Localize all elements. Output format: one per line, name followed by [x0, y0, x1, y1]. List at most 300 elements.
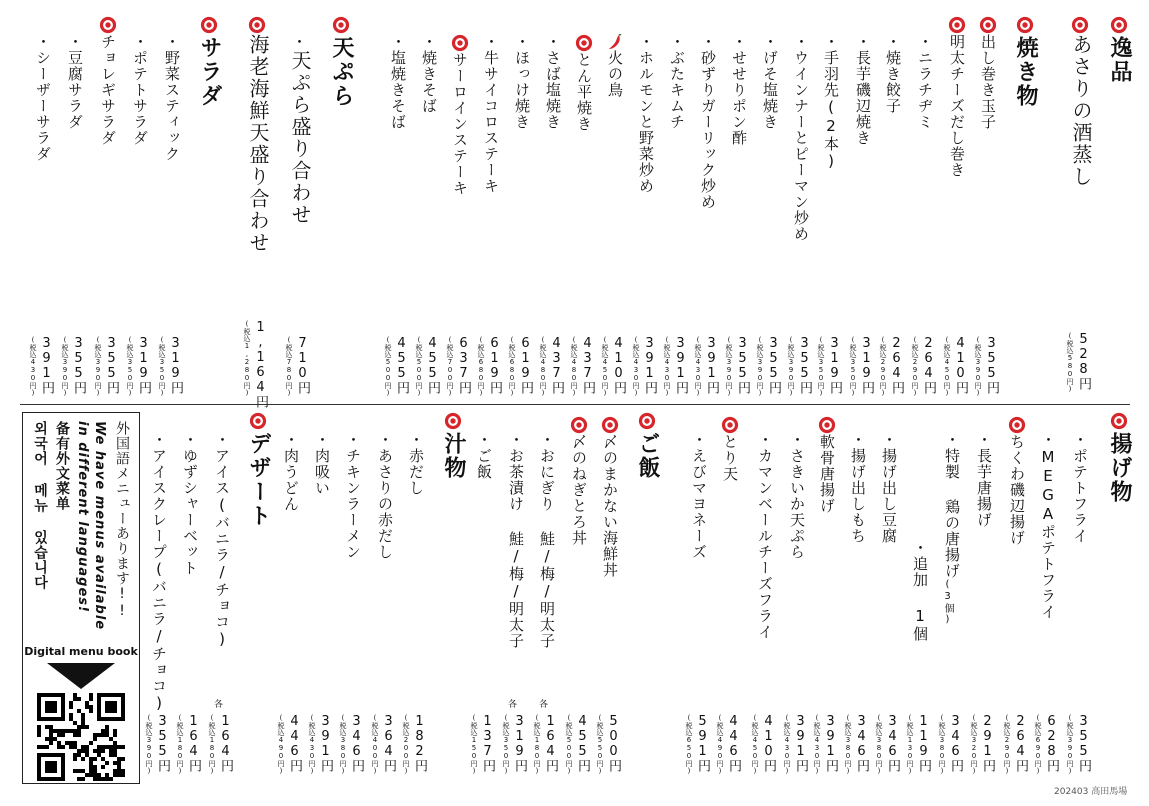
- section-header-shirumono: [438, 412, 468, 480]
- item-name: 明太チーズだし巻き: [948, 34, 966, 178]
- item-name: せせりポン酢: [730, 50, 748, 146]
- item-price-group: [402, 714, 427, 775]
- item-price: 410円: [761, 714, 776, 772]
- item-price-tax: (税込390円): [94, 336, 102, 397]
- item-price-tax: (税込450円): [751, 714, 759, 775]
- menu-item: [479, 34, 503, 194]
- item-price: 319円: [827, 336, 842, 394]
- item-price-group: [570, 336, 595, 397]
- item-price-group: [285, 336, 310, 397]
- menu-item: [287, 34, 317, 226]
- item-price: 446円: [287, 714, 302, 772]
- menu-item: [634, 34, 658, 194]
- item-price-tax: (税込390円): [756, 336, 764, 397]
- item-name: ポテトフライ: [1071, 448, 1089, 544]
- item-price: 355円: [155, 714, 170, 772]
- item-price-tax: (税込350円): [158, 336, 166, 397]
- item-price-tax: (税込400円): [371, 714, 379, 775]
- item-price-group: [145, 714, 170, 775]
- menu-item: [789, 34, 813, 242]
- item-name: シーザーサラダ: [34, 50, 52, 162]
- menu-item: [908, 540, 932, 642]
- item-price-tax: (税込500円): [565, 714, 573, 775]
- item-name: 揚げ出し豆腐: [880, 448, 898, 544]
- item-price: 182円: [412, 714, 427, 772]
- menu-item: [63, 34, 87, 130]
- section-title: 逸品: [1107, 36, 1132, 84]
- menu-item: [417, 34, 441, 114]
- section-title: 焼き物: [1013, 36, 1038, 108]
- item-price-tax: (税込450円): [943, 336, 951, 397]
- item-price: 391円: [642, 336, 657, 394]
- item-price-tax: (税込430円): [29, 336, 37, 397]
- section-title: サラダ: [197, 36, 222, 108]
- item-name: 長芋磯辺焼き: [854, 50, 872, 146]
- bullet-dot: ・: [690, 432, 708, 448]
- menu-item: [310, 432, 334, 496]
- item-price-tax: (税込180円): [533, 714, 541, 775]
- item-price-group: [126, 336, 151, 397]
- item-price: 355円: [984, 336, 999, 394]
- item-price: 437円: [580, 336, 595, 394]
- menu-item: [1036, 432, 1060, 620]
- item-name: 肉うどん: [282, 448, 300, 512]
- item-name: ほっけ焼き: [513, 50, 531, 130]
- item-price-group: [751, 714, 776, 775]
- item-price-tax: (税込350円): [817, 336, 825, 397]
- item-price: 446円: [726, 714, 741, 772]
- item-price-group: [1066, 332, 1091, 393]
- item-price: 1,164円: [253, 320, 268, 408]
- item-price-group: [911, 336, 936, 397]
- bullet-dot: ・: [943, 432, 961, 448]
- menu-item: [1068, 16, 1098, 188]
- item-price-group: [470, 714, 495, 775]
- item-price-group: [813, 714, 838, 775]
- section-header-agemono: [1104, 412, 1134, 504]
- item-name: さきいか天ぷら: [788, 448, 806, 560]
- item-note: (3個): [942, 579, 953, 626]
- item-price-group: [849, 336, 874, 397]
- item-price: 355円: [735, 336, 750, 394]
- menu-item: [846, 432, 870, 544]
- item-price-group: [61, 336, 86, 397]
- bullet-dot: ・: [756, 432, 774, 448]
- item-price: 164円: [186, 714, 201, 772]
- flower-icon: [1110, 412, 1128, 430]
- item-price: 591円: [695, 714, 710, 772]
- item-name: MEGAポテトフライ: [1039, 448, 1057, 620]
- item-price: 455円: [575, 714, 590, 772]
- item-price: 391円: [793, 714, 808, 772]
- item-price: 391円: [823, 714, 838, 772]
- flower-icon: [948, 16, 966, 34]
- item-price: 455円: [425, 336, 440, 394]
- item-price-tax: (税込380円): [844, 714, 852, 775]
- menu-item: [753, 432, 777, 640]
- item-price: 264円: [921, 336, 936, 394]
- item-price-group: [596, 714, 621, 775]
- item-price-group: [533, 714, 558, 775]
- item-price-group: [601, 336, 626, 397]
- menu-item: [567, 416, 591, 546]
- item-price: 137円: [480, 714, 495, 772]
- bullet-dot: ・: [507, 432, 525, 448]
- section-header-salad: [194, 16, 224, 108]
- item-name: ちくわ磯辺揚げ: [1008, 434, 1026, 546]
- item-price-tax: (税込430円): [783, 714, 791, 775]
- item-name: 野菜スティック: [163, 50, 181, 162]
- item-name: アイスクレープ(バニラ/チョコ): [150, 448, 168, 713]
- menu-item: [785, 432, 809, 560]
- item-price: 628円: [1044, 714, 1059, 772]
- item-price: 410円: [953, 336, 968, 394]
- flower-icon: [451, 34, 469, 52]
- foreign-menu-zh: 备有外文菜单: [54, 421, 70, 511]
- menu-item: [504, 432, 528, 649]
- each-label: 各: [214, 700, 224, 710]
- bullet-dot: ・: [34, 34, 52, 50]
- item-price-group: [415, 336, 440, 397]
- item-price-group: [685, 714, 710, 775]
- item-name: 手羽先(2本): [822, 50, 840, 171]
- qr-code[interactable]: [37, 693, 125, 781]
- item-price-tax: (税込680円): [477, 336, 485, 397]
- item-price-tax: (税込350円): [126, 336, 134, 397]
- item-price-group: [756, 336, 781, 397]
- item-price-group: [384, 336, 409, 397]
- bullet-dot: ・: [880, 432, 898, 448]
- menu-item: [696, 34, 720, 210]
- bullet-dot: ・: [475, 432, 493, 448]
- item-price: 319円: [136, 336, 151, 394]
- item-price: 164円: [543, 714, 558, 772]
- item-price-tax: (税込690円): [1034, 714, 1042, 775]
- item-price-tax: (税込390円): [787, 336, 795, 397]
- item-price: 500円: [606, 714, 621, 772]
- menu-item: [210, 432, 234, 649]
- item-name: 豆腐サラダ: [66, 50, 84, 130]
- menu-item: [404, 432, 428, 496]
- item-name: 焼きそば: [420, 50, 438, 114]
- bullet-dot: ・: [849, 432, 867, 448]
- bullet-dot: ・: [376, 432, 394, 448]
- menu-item: [472, 432, 496, 480]
- item-price-tax: (税込450円): [601, 336, 609, 397]
- item-price: 355円: [104, 336, 119, 394]
- item-price-tax: (税込430円): [308, 714, 316, 775]
- item-name: 〆のまかない海鮮丼: [601, 434, 619, 578]
- item-price: 455円: [394, 336, 409, 394]
- bullet-dot: ・: [975, 432, 993, 448]
- bullet-dot: ・: [761, 34, 779, 50]
- item-price: 637円: [456, 336, 471, 394]
- menu-item: [128, 34, 152, 146]
- item-price: 346円: [349, 714, 364, 772]
- each-label: 各: [539, 700, 549, 710]
- bullet-dot: ・: [420, 34, 438, 50]
- menu-item: [945, 16, 969, 178]
- menu-item: [718, 416, 742, 482]
- item-price: 346円: [854, 714, 869, 772]
- item-price-tax: (税込290円): [911, 336, 919, 397]
- item-price-group: [1003, 714, 1028, 775]
- menu-item: [881, 34, 905, 114]
- item-price-group: [817, 336, 842, 397]
- item-price-group: [539, 336, 564, 397]
- item-price-tax: (税込580円): [1066, 332, 1074, 393]
- flower-icon: [248, 16, 266, 34]
- item-price-tax: (税込390円): [61, 336, 69, 397]
- item-name: 天ぷら盛り合わせ: [288, 50, 312, 226]
- menu-item: [940, 432, 964, 626]
- item-price-tax: (税込680円): [508, 336, 516, 397]
- item-price: 355円: [71, 336, 86, 394]
- bullet-dot: ・: [282, 432, 300, 448]
- item-name: げそ塩焼き: [761, 50, 779, 130]
- item-price-tax: (税込430円): [663, 336, 671, 397]
- bullet-dot: ・: [389, 34, 407, 50]
- item-name: おにぎり 鮭/梅/明太子: [538, 448, 556, 649]
- foreign-language-box: [22, 412, 140, 784]
- item-price-group: [1034, 714, 1059, 775]
- item-price-tax: (税込490円): [716, 714, 724, 775]
- menu-item: [541, 34, 565, 130]
- footer-note: 202403 高田馬場: [1054, 787, 1128, 797]
- bullet-dot: ・: [213, 432, 231, 448]
- item-name: 特製 鶏の唐揚げ: [943, 448, 961, 579]
- flower-icon: [249, 412, 267, 430]
- section-header-dessert: [243, 412, 273, 528]
- foreign-menu-en-1: We have menus available: [92, 421, 107, 631]
- flower-icon: [1016, 16, 1034, 34]
- item-name: お茶漬け 鮭/梅/明太子: [507, 448, 525, 649]
- menu-item: [819, 34, 843, 171]
- section-divider: [20, 404, 1130, 405]
- menu-item: [147, 432, 171, 713]
- item-price: 619円: [518, 336, 533, 394]
- item-price-group: [879, 336, 904, 397]
- item-price-group: [208, 714, 233, 775]
- item-price: 528円: [1076, 332, 1091, 390]
- item-price-group: [783, 714, 808, 775]
- bullet-dot: ・: [637, 34, 655, 50]
- item-price-group: [277, 714, 302, 775]
- bullet-dot: ・: [1071, 432, 1089, 448]
- flower-icon: [99, 16, 117, 34]
- menu-item: [245, 16, 275, 254]
- menu-item: [877, 432, 901, 544]
- item-price-group: [970, 714, 995, 775]
- item-price-tax: (税込350円): [502, 714, 510, 775]
- flower-icon: [200, 16, 218, 34]
- bullet-dot: ・: [911, 540, 929, 556]
- item-price-tax: (税込390円): [1066, 714, 1074, 775]
- section-header-tempura: [326, 16, 356, 108]
- foreign-menu-en-2: in different languages!: [75, 421, 90, 613]
- item-price-group: [94, 336, 119, 397]
- item-price-tax: (税込350円): [849, 336, 857, 397]
- section-title: デザート: [246, 432, 271, 528]
- item-name: ご飯: [475, 448, 493, 480]
- item-price-group: [565, 714, 590, 775]
- section-title: 汁物: [441, 432, 466, 480]
- item-price-group: [502, 714, 527, 775]
- menu-item: [96, 16, 120, 146]
- item-price-group: [477, 336, 502, 397]
- item-price-tax: (税込180円): [176, 714, 184, 775]
- item-price: 319円: [168, 336, 183, 394]
- item-name: とり天: [721, 434, 739, 482]
- foreign-menu-jp: 外国語メニューあります!!: [114, 421, 130, 620]
- item-name: あさりの赤だし: [376, 448, 394, 560]
- section-title: 天ぷら: [329, 36, 354, 108]
- bullet-dot: ・: [730, 34, 748, 50]
- item-price: 319円: [512, 714, 527, 772]
- item-price-group: [725, 336, 750, 397]
- section-title: ご飯: [635, 432, 660, 480]
- menu-item: [448, 34, 472, 196]
- item-price: 391円: [673, 336, 688, 394]
- item-price-tax: (税込430円): [813, 714, 821, 775]
- item-price-tax: (税込430円): [632, 336, 640, 397]
- flower-icon: [979, 16, 997, 34]
- item-price-tax: (税込380円): [339, 714, 347, 775]
- bullet-dot: ・: [66, 34, 84, 50]
- item-price-tax: (税込480円): [570, 336, 578, 397]
- item-price-tax: (税込180円): [208, 714, 216, 775]
- section-header-ippin: [1104, 16, 1134, 84]
- item-name: ポテトサラダ: [131, 50, 149, 146]
- each-label: 各: [508, 700, 518, 710]
- flower-icon: [818, 416, 836, 434]
- item-price-group: [844, 714, 869, 775]
- item-price: 355円: [797, 336, 812, 394]
- item-name: チョレギサラダ: [99, 34, 117, 146]
- foreign-menu-ko: 외국어 메뉴 있습니다: [32, 421, 48, 590]
- menu-item: [598, 416, 622, 578]
- item-price-group: [176, 714, 201, 775]
- item-name: 肉吸い: [313, 448, 331, 496]
- menu-item: [535, 432, 559, 649]
- menu-item: [510, 34, 534, 130]
- item-price-tax: (税込480円): [539, 336, 547, 397]
- item-price: 355円: [766, 336, 781, 394]
- item-price-group: [943, 336, 968, 397]
- item-name: 牛サイコロステーキ: [482, 50, 500, 194]
- item-price-tax: (税込780円): [285, 336, 293, 397]
- flower-icon: [570, 416, 588, 434]
- menu-item: [373, 432, 397, 560]
- flower-icon: [1008, 416, 1026, 434]
- item-price-group: [938, 714, 963, 775]
- item-price-tax: (税込390円): [145, 714, 153, 775]
- menu-item: [386, 34, 410, 130]
- menu-item: [1005, 416, 1029, 546]
- item-price: 319円: [859, 336, 874, 394]
- bullet-dot: ・: [131, 34, 149, 50]
- bullet-dot: ・: [538, 432, 556, 448]
- menu-item: [31, 34, 55, 162]
- item-price-group: [787, 336, 812, 397]
- menu-item: [851, 34, 875, 146]
- item-price-tax: (税込1,280円): [243, 320, 251, 397]
- item-price-tax: (税込150円): [470, 714, 478, 775]
- item-price-tax: (税込390円): [974, 336, 982, 397]
- item-name: ホルモンと野菜炒め: [637, 50, 655, 194]
- item-price-tax: (税込290円): [879, 336, 887, 397]
- menu-item: [665, 34, 689, 130]
- bullet-dot: ・: [513, 34, 531, 50]
- flower-icon: [575, 34, 593, 52]
- item-name: 赤だし: [407, 448, 425, 496]
- item-name: 海老海鮮天盛り合わせ: [246, 34, 270, 254]
- item-price: 364円: [381, 714, 396, 772]
- item-name: あさりの酒蒸し: [1069, 34, 1093, 188]
- item-name: 焼き餃子: [884, 50, 902, 114]
- item-name: ウインナーとピーマン炒め: [792, 50, 810, 242]
- flower-icon: [1110, 16, 1128, 34]
- item-name: サーロインステーキ: [451, 52, 469, 196]
- bullet-dot: ・: [150, 432, 168, 448]
- menu-item: [687, 432, 711, 560]
- menu-item: [972, 432, 996, 528]
- item-price-tax: (税込130円): [906, 714, 914, 775]
- item-name: チキンラーメン: [344, 448, 362, 560]
- item-price-group: [875, 714, 900, 775]
- item-price: 346円: [885, 714, 900, 772]
- bullet-dot: ・: [788, 432, 806, 448]
- flower-icon: [601, 416, 619, 434]
- item-name: 出し巻き玉子: [979, 34, 997, 130]
- item-price-group: [906, 714, 931, 775]
- item-price: 346円: [948, 714, 963, 772]
- bullet-dot: ・: [699, 34, 717, 50]
- item-price-group: [308, 714, 333, 775]
- item-price: 410円: [611, 336, 626, 394]
- flower-icon: [332, 16, 350, 34]
- item-price: 164円: [218, 714, 233, 772]
- flower-icon: [1071, 16, 1089, 34]
- menu-item: [727, 34, 751, 146]
- bullet-dot: ・: [181, 432, 199, 448]
- item-name: 塩焼きそば: [389, 50, 407, 130]
- menu-item: [913, 34, 937, 130]
- bullet-dot: ・: [884, 34, 902, 50]
- item-price-tax: (税込430円): [694, 336, 702, 397]
- menu-item: [572, 34, 596, 132]
- digital-menu-label: Digital menu book: [24, 645, 138, 658]
- item-price-group: [371, 714, 396, 775]
- item-price-group: [158, 336, 183, 397]
- item-price: 710円: [295, 336, 310, 394]
- bullet-dot: ・: [792, 34, 810, 50]
- menu-item: [815, 416, 839, 514]
- item-price-tax: (税込380円): [875, 714, 883, 775]
- item-name: 〆のねぎとろ丼: [570, 434, 588, 546]
- item-price: 119円: [916, 714, 931, 772]
- bullet-dot: ・: [482, 34, 500, 50]
- item-name: 長芋唐揚げ: [975, 448, 993, 528]
- bullet-dot: ・: [344, 432, 362, 448]
- menu-item: [603, 34, 627, 98]
- flower-icon: [721, 416, 739, 434]
- item-price: 264円: [889, 336, 904, 394]
- item-price: 391円: [39, 336, 54, 394]
- item-name: 火の鳥: [606, 50, 624, 98]
- item-price-group: [632, 336, 657, 397]
- menu-item: [178, 432, 202, 576]
